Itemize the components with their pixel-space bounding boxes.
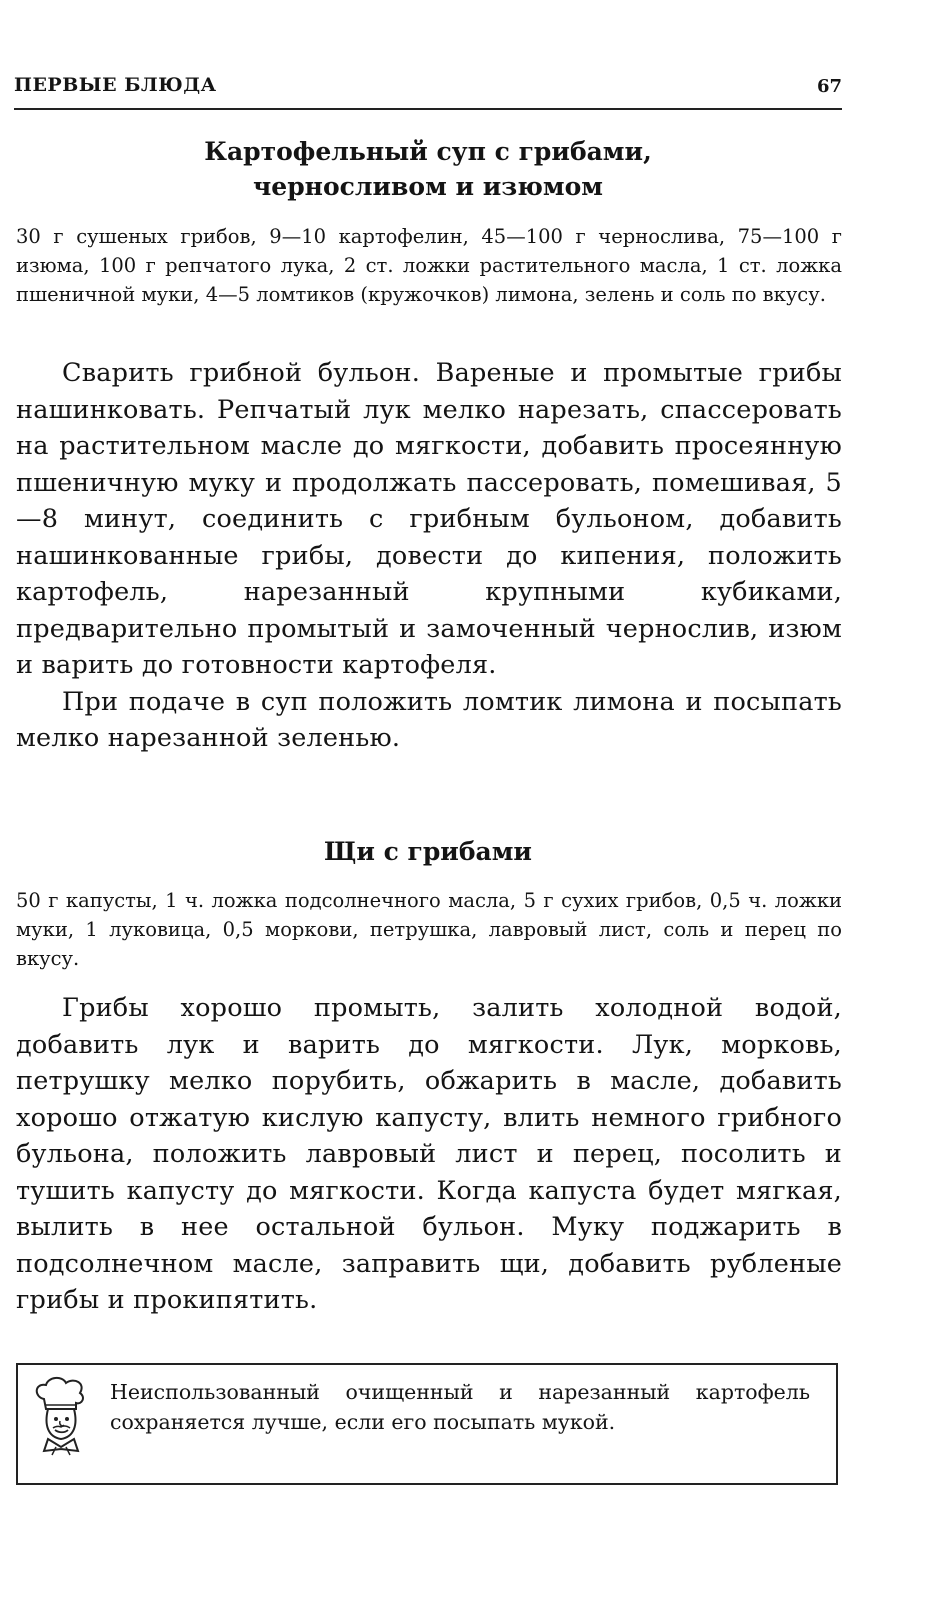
recipe-title <box>14 134 842 204</box>
running-header <box>14 68 842 110</box>
recipe-title-line: Щи с грибами <box>324 837 532 866</box>
ingredients-list: 50 г капусты, 1 ч. ложка подсолнечного масла, 5 г сухих грибов, 0,5 ч. ложки муки, 1 луковица, 0,5 моркови, петрушка, лавровый лист, соль и перец по вкусу. <box>16 889 842 970</box>
tip-box <box>16 1363 838 1485</box>
section-name: ПЕРВЫЕ БЛЮДА <box>14 74 217 96</box>
ingredients-list: 30 г сушеных грибов, 9—10 картофелин, 45—100 г чернослива, 75—100 г изюма, 100 г репчатого лука, 2 ст. ложки растительного масла, 1 ст. ложка пшеничной муки, 4—5 ломтиков (кружочков) лимона, зелень и соль по вкусу. <box>16 225 842 306</box>
recipe-instructions <box>16 990 842 1319</box>
instruction-paragraph: Сварить грибной бульон. Вареные и промытые грибы нашинковать. Репчатый лук мелко нарезать, спассеровать на растительном масле до мягкости, добавить просеянную пшеничную муку и продолжать пассеровать, помешивая, 5—8 минут, соединить с грибным бульоном, добавить нашинкованные грибы, довести до кипения, положить картофель, нарезанный крупными кубиками, предварительно промытый и замоченный чернослив, изюм и варить до готовности картофеля. <box>16 358 842 680</box>
chef-icon <box>26 1375 96 1457</box>
recipe-title-line: черносливом и изюмом <box>253 172 603 201</box>
tip-text: Неиспользованный очищенный и нарезанный картофель сохраняется лучше, если его посыпать мукой. <box>110 1380 810 1434</box>
page-number: 67 <box>816 76 842 97</box>
instruction-paragraph: При подаче в суп положить ломтик лимона и посыпать мелко нарезанной зеленью. <box>16 686 842 753</box>
recipe-instructions <box>16 355 842 757</box>
recipe-title-line: Картофельный суп с грибами, <box>204 137 652 166</box>
instruction-paragraph: Грибы хорошо промыть, залить холодной водой, добавить лук и варить до мягкости. Лук, морковь, петрушку мелко порубить, обжарить в масле, добавить хорошо отжатую кислую капусту, влить немного грибного бульона, положить лавровый лист и перец, посолить и тушить капусту до мягкости. Когда капуста будет мягкая, вылить в нее остальной бульон. Муку поджарить в подсолнечном масле, заправить щи, добавить рубленые грибы и прокипятить. <box>16 993 842 1315</box>
recipe-title <box>14 834 842 869</box>
